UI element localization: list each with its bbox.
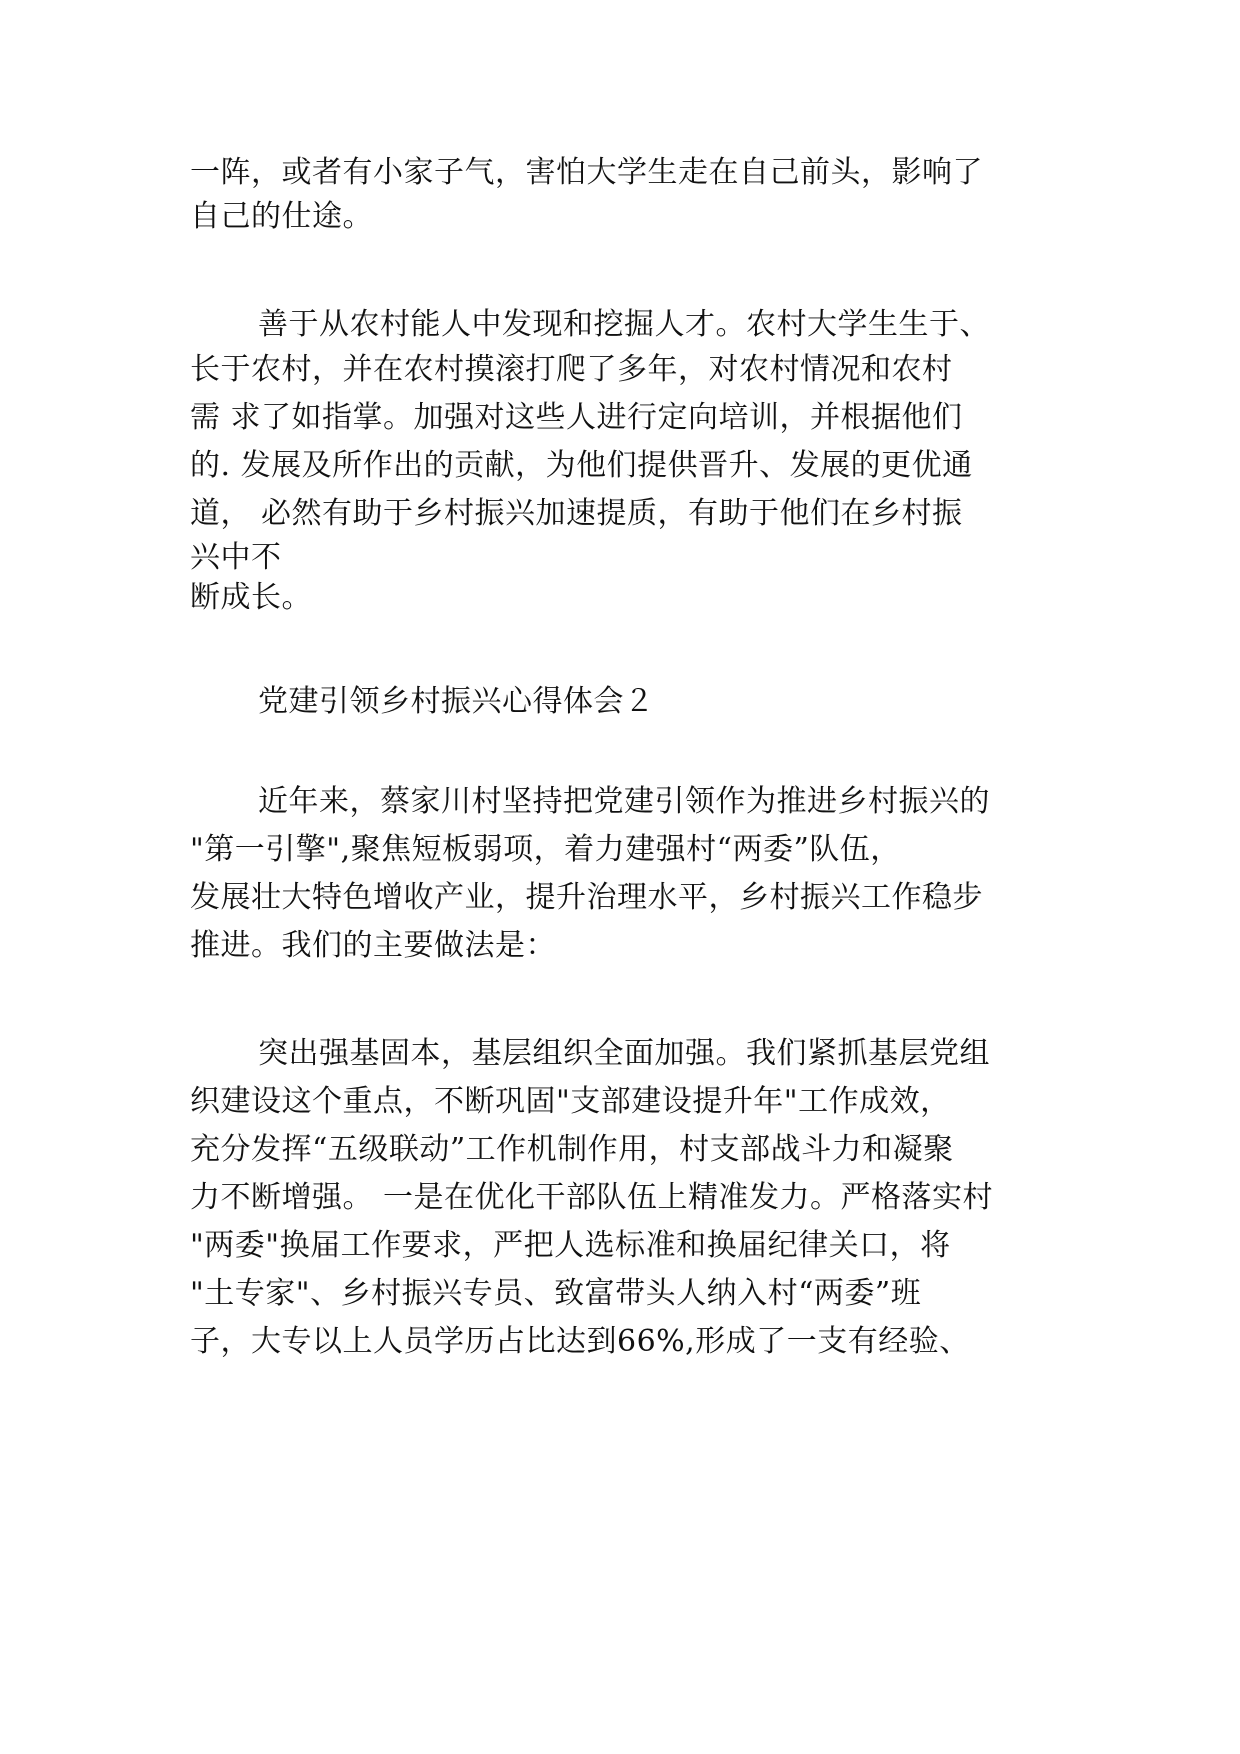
text-line: 的. 发展及所作出的贡献，为他们提供晋升、发展的更优通 xyxy=(190,448,973,483)
text-line: 充分发挥“五级联动”工作机制作用，村支部战斗力和凝聚 xyxy=(190,1132,954,1167)
section-heading: 党建引领乡村振兴心得体会２ xyxy=(258,684,655,719)
text-line: 力不断增强。 一是在优化干部队伍上精准发力。严格落实村 xyxy=(190,1180,994,1215)
text-line: 善于从农村能人中发现和挖掘人才。农村大学生生于、 xyxy=(258,307,990,342)
text-line: 突出强基固本，基层组织全面加强。我们紧抓基层党组 xyxy=(258,1036,990,1071)
text-line: 织建设这个重点，不断巩固"支部建设提升年"工作成效， xyxy=(190,1084,951,1119)
text-line: 兴中不 xyxy=(190,540,282,575)
text-line: 一阵，或者有小家子气，害怕大学生走在自己前头，影响了 xyxy=(190,155,983,190)
text-line: 推进。我们的主要做法是： xyxy=(190,928,556,963)
text-line: "两委"换届工作要求，严把人选标准和换届纪律关口，将 xyxy=(190,1228,951,1263)
text-line: 长于农村，并在农村摸滚打爬了多年，对农村情况和农村 xyxy=(190,352,953,387)
text-line: 发展壮大特色增收产业，提升治理水平，乡村振兴工作稳步 xyxy=(190,880,983,915)
text-line: 断成长。 xyxy=(190,580,312,615)
text-line: 子，大专以上人员学历占比达到66%,形成了一支有经验、 xyxy=(190,1324,970,1359)
text-line: 自己的仕途。 xyxy=(190,199,373,234)
text-line: 近年来，蔡家川村坚持把党建引领作为推进乡村振兴的 xyxy=(258,784,990,819)
text-line: 需 求了如指掌。加强对这些人进行定向培训，并根据他们 xyxy=(190,400,963,435)
text-line: 道， 必然有助于乡村振兴加速提质，有助于他们在乡村振 xyxy=(190,496,963,531)
text-line: "第一引擎",聚焦短板弱项，着力建强村“两委”队伍， xyxy=(190,832,901,867)
text-line: "土专家"、乡村振兴专员、致富带头人纳入村“两委”班 xyxy=(190,1276,922,1311)
